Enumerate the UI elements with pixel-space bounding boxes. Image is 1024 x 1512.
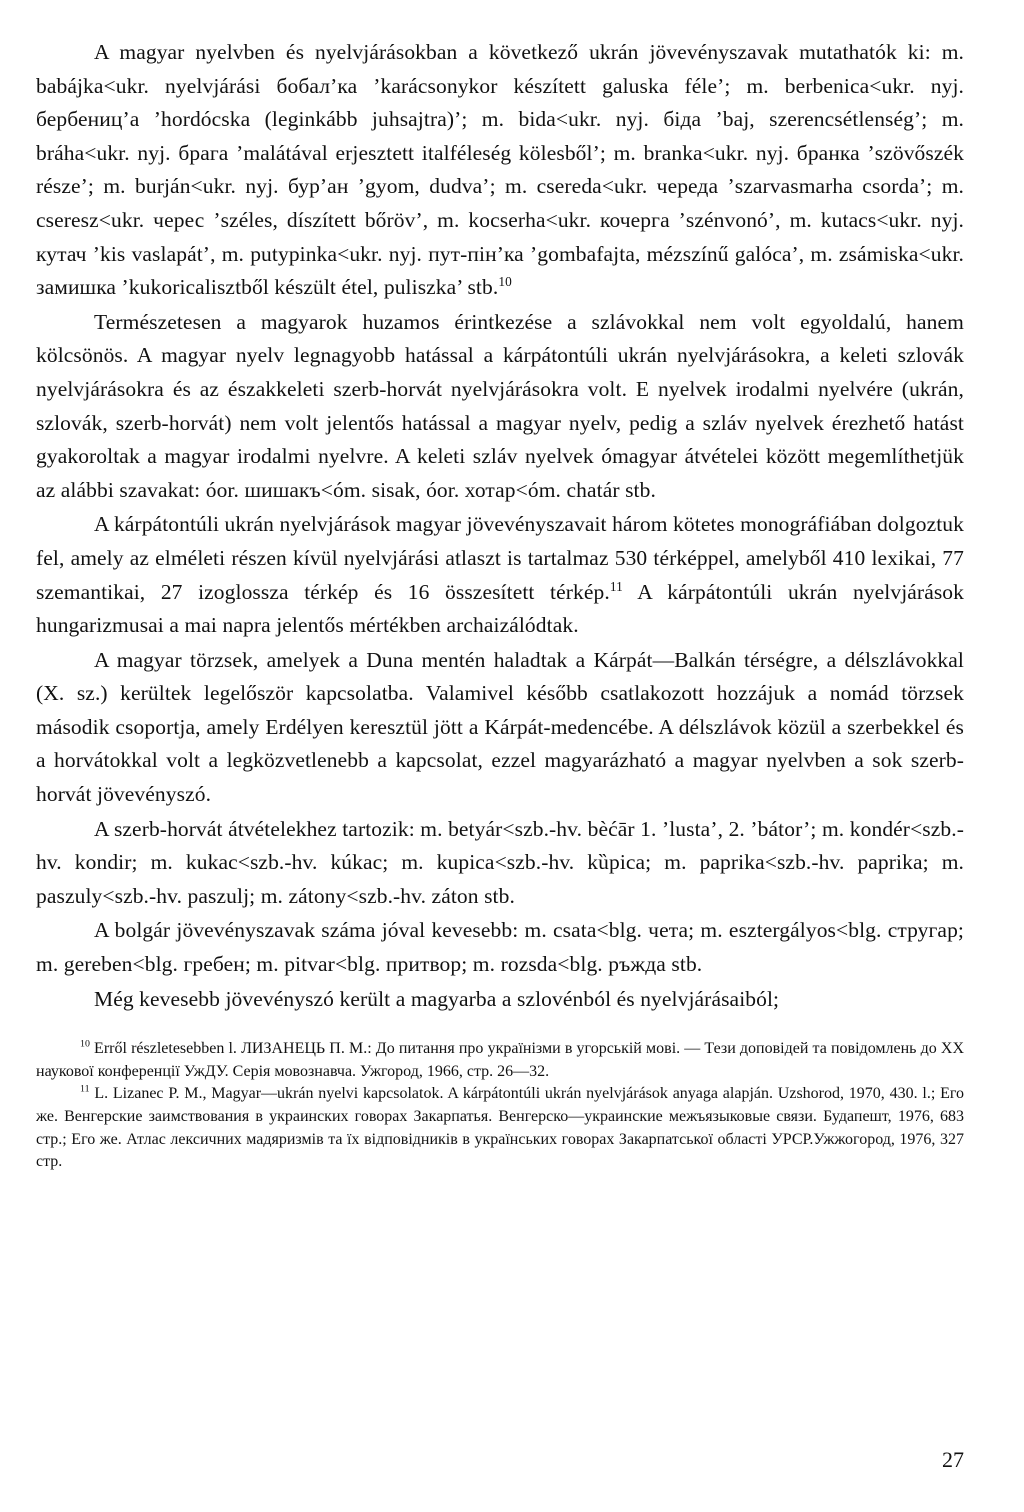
paragraph-text: A kárpátontúli ukrán nyelvjárások magyar jövevényszavait három kötetes monográfiában dolgoztuk fel, amely az elméleti részen kívül nyelvjárási atlaszt is tartalmaz 530 térképpel, amelyből 410 lexikai, 77 szemantikai, 27 izoglossza térkép és 16 összesített térkép. [36,512,964,604]
paragraph-hungarian-tribes: A magyar törzsek, amelyek a Duna mentén haladtak a Kárpát—Balkán térségre, a délszlávokkal (X. sz.) kerültek legelőször kapcsolatba. Valamivel később csatlakozott hozzájuk a nomád törzsek második csoportja, amely Erdélyen keresztül jött a Kárpát-medencébe. A délszlávok közül a szerbekkel és a horvátokkal volt a legközvetlenebb a kapcsolat, ezzel magyarázható a magyar nyelvben a sok szerb-horvát jövevényszó. [36,647,964,807]
paragraph-text: A magyar nyelvben és nyelvjárásokban a következő ukrán jövevényszavak mutathatók ki: m. babájka<ukr. nyelvjárási бобал’ка ’karácsonykor készített galuska féle’; m. berbenica<ukr. nyj. бербениц’а ’hordócska (leginkább juhsajtra)’; m. bida<ukr. nyj. біда ’baj, szerencsétlenség’; m. bráha<ukr. nyj. брага ’malátával erjesztett italféleség kölesből’; m. branka<ukr. nyj. бранка ’szövőszék része’; m. burján<ukr. nyj. бур’ан ’gyom, dudva’; m. csereda<ukr. череда ’szarvasmarha csorda’; m. cseresz<ukr. черес ’széles, díszített bőröv’, m. kocserha<ukr. кочерга ’szénvonó’, m. kutacs<ukr. nyj. кутач ’kis vaslapát’, m. putypinka<ukr. nyj. пут-пін’ка ’gombafajta, mézszínű galóca’, m. zsámiska<ukr. замишка ’kukoricalisztből készült étel, puliszka’ stb. [36,40,964,300]
paragraph-ukrainian-loanwords [36,36,964,305]
page-number: 27 [942,1447,964,1472]
paragraph-bulgarian: A bolgár jövevényszavak száma jóval kevesebb: m. csata<blg. чета; m. esztergályos<blg. стругар; m. gereben<blg. гребен; m. pitvar<blg. притвор; m. rozsda<blg. ръжда stb. [36,918,964,977]
footnote-mark: 11 [80,1084,90,1096]
paragraph-text: A kárpátontúli ukrán nyelvjárások hungarizmusai a mai napra jelentős mértékben archaizálódtak. [36,579,965,638]
footnote-reference: 11 [609,578,623,594]
main-text [36,36,964,1016]
footnote-mark: 10 [80,1038,90,1050]
footnote-reference: 10 [498,274,512,289]
footnote [36,1083,964,1173]
paragraph-monograph [36,508,964,642]
paragraph-mutual-contact: Természetesen a magyarok huzamos érintkezése a szlávokkal nem volt egyoldalú, hanem kölcsönös. A magyar nyelv legnagyobb hatással a kárpátontúli ukrán nyelvjárásokra, a keleti szlovák nyelvjárásokra és az északkeleti szerb-horvát nyelvjárásokra volt. E nyelvek irodalmi nyelvére (ukrán, szlovák, szerb-horvát) nem volt jelentős hatással a magyar nyelv, pedig a szláv nyelvek érezhető hatást gyakoroltak a magyar irodalmi nyelvre. A keleti szláv nyelvek ómagyar átvételei között megemlíthetjük az alábbi szavakat: óor. шишакъ<óm. sisak, óor. хотар<óm. chatár stb. [36,309,964,502]
paragraph-serbo-croatian: A szerb-horvát átvételekhez tartozik: m. betyár<szb.-hv. bèćār 1. ’lusta’, 2. ’bátor’; m. kondér<szb.-hv. kondir; m. kukac<szb.-hv. kúkac; m. kupica<szb.-hv. kȕpica; m. paprika<szb.-hv. paprika; m. paszuly<szb.-hv. paszulj; m. zátony<szb.-hv. záton stb. [36,816,964,908]
footnotes [36,1038,964,1174]
footnote-text: L. Lizanec P. M., Magyar—ukrán nyelvi kapcsolatok. A kárpátontúli ukrán nyelvjárások anyaga alapján. Uzshorod, 1970, 430. l.; Его же. Венгерские заимствования в украинских говорах Закарпатья. Венгерско—украинские межъязыковые связи. Будапешт, 1976, 683 стр.; Его же. Атлас лексичних мадяризмів та їх відповідників в українських говорах Закарпатської області УРСР.Ужжогород, 1976, 327 стр. [36,1085,964,1171]
footnote [36,1038,964,1083]
document-page [36,36,964,1174]
paragraph-slovenian: Még kevesebb jövevényszó került a magyarba a szlovénból és nyelvjárásaiból; [94,986,780,1011]
footnote-text: Erről részletesebben l. ЛИЗАНЕЦЬ П. М.: До питання про українізми в угорській мові. — Тези доповідей та повідомлень до XX наукової конференції УжДУ. Серія мовознавча. Ужгород, 1966, стр. 26—32. [36,1040,964,1080]
